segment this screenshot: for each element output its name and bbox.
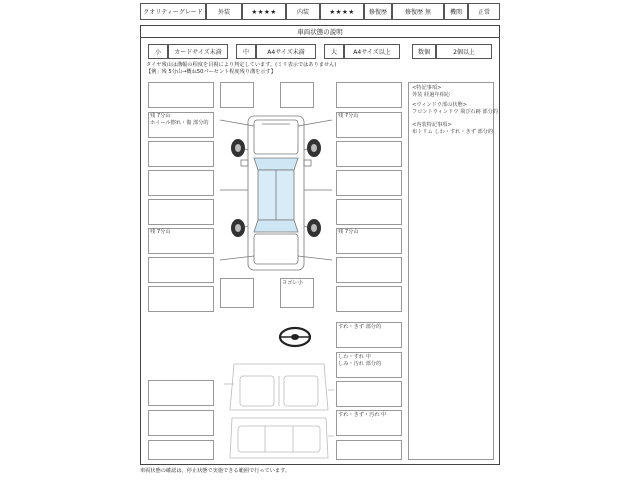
- count-value: 2個以上: [436, 44, 492, 59]
- interior-box: [336, 440, 402, 460]
- interior-box: [336, 381, 402, 407]
- damage-box: [148, 410, 214, 436]
- section-title: 車両状態の説明: [140, 25, 500, 38]
- glass-notes-value: フロントウィンドウ 飛び石跡 部分的: [412, 109, 498, 115]
- damage-box: [336, 170, 402, 196]
- damage-box: [220, 82, 254, 108]
- exterior-rating: ★★★★: [242, 3, 286, 20]
- size-small-label: 小: [148, 44, 168, 59]
- size-small-value: カードサイズ未満: [168, 44, 228, 59]
- count-label: 数個: [412, 44, 436, 59]
- interior-seat-diagram: [224, 360, 334, 464]
- glass-notes-title: <ウィンドウ部の状態>: [412, 102, 468, 108]
- damage-box: [336, 199, 402, 225]
- front-left-tire-label: 残 7分山 ホイール擦れ・傷 部分的: [150, 113, 209, 126]
- size-medium-label: 中: [236, 44, 256, 59]
- size-large-label: 大: [324, 44, 344, 59]
- repair-history-value: 修復歴 無: [392, 3, 444, 20]
- grade-label: クオリティーグレード: [140, 3, 206, 20]
- bumper-label: ヨゴレ小: [282, 280, 303, 286]
- mechanical-label: 機関: [444, 3, 468, 20]
- interior-notes-value: 布トリム しわ・すれ・きず 部分的: [412, 129, 494, 135]
- tire-note-example: 【例」残 5分山→概ね50パーセント程度残り溝を示す】: [146, 69, 276, 75]
- exterior-label: 外装: [206, 3, 242, 20]
- interior-rating: ★★★★: [320, 3, 364, 20]
- damage-box: [148, 286, 214, 312]
- tire-note: タイヤ残山は溝幅の程度を目視により判定しています。(ミリ表示ではありません): [146, 62, 337, 68]
- damage-box: [148, 257, 214, 283]
- damage-box: [148, 141, 214, 167]
- damage-box: [148, 170, 214, 196]
- repair-history-label: 修復歴: [364, 3, 392, 20]
- special-notes-title: <特記事項>: [412, 85, 442, 91]
- rear-right-tire-label: 残 7分山: [338, 229, 359, 235]
- damage-box: [336, 257, 402, 283]
- damage-box: [148, 440, 214, 460]
- footer-note: 車両状態の確認は、停止状態で実施できる範囲で行っています。: [140, 468, 291, 474]
- damage-box: [336, 141, 402, 167]
- rear-seat-label: すれ・きず・汚れ 中: [338, 412, 387, 418]
- damage-box: [336, 82, 402, 108]
- condition-sheet: [140, 0, 500, 480]
- car-top-view-diagram: [214, 110, 338, 280]
- damage-box: [336, 286, 402, 312]
- rear-left-tire-label: 残 7分山: [150, 229, 171, 235]
- damage-box: [148, 199, 214, 225]
- steering-wheel-icon: [278, 326, 312, 348]
- interior-label: 内装: [286, 3, 320, 20]
- size-medium-value: A4サイズ未満: [256, 44, 316, 59]
- mechanical-value: 正常: [468, 3, 500, 20]
- damage-box: [148, 380, 214, 406]
- front-right-tire-label: 残 7分山: [338, 113, 359, 119]
- front-seat-label: しわ・すれ 中 しみ・汚れ 部分的: [338, 354, 382, 367]
- damage-box: [280, 82, 314, 108]
- notes-panel: [408, 82, 494, 460]
- special-notes-value: 外装 経過年相応: [412, 92, 450, 98]
- interior-notes-title: <内装特記事項>: [412, 122, 452, 128]
- size-large-value: A4サイズ以上: [344, 44, 400, 59]
- damage-box: [148, 82, 214, 108]
- damage-box: [220, 278, 254, 308]
- steering-label: すれ・きず 部分的: [338, 324, 382, 330]
